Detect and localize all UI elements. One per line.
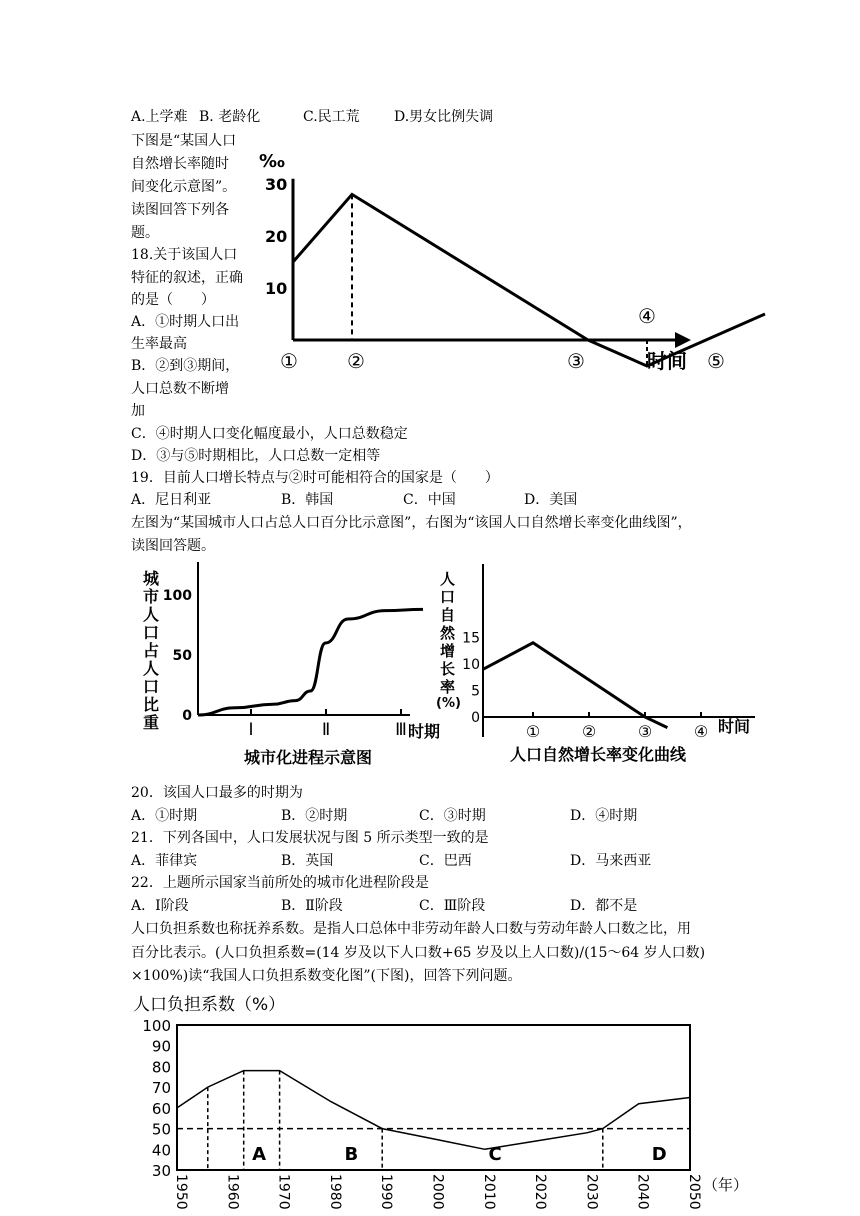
q18-option-d: D．③与⑤时期相比，人口总数一定相等 (131, 448, 381, 464)
y-axis-title-char: 城 (143, 569, 160, 588)
q21-stem: 21．下列各国中，人口发展状况与图 5 所示类型一致的是 (131, 830, 489, 846)
intro1-line: 间变化示意图”。 (131, 179, 237, 195)
x-axis-title: 时间 (647, 349, 687, 373)
y-axis-title-char: 口 (143, 623, 160, 642)
q22-option-a: A．Ⅰ阶段 (131, 898, 189, 914)
y-axis-title-char: 人 (143, 659, 160, 678)
x-tick-label: ① (525, 722, 541, 741)
q17-option-c: C.民工荒 (303, 109, 360, 125)
y-tick-label: 0 (471, 710, 480, 726)
q17-option-b: B. 老龄化 (199, 109, 261, 125)
q21-option-a: A．菲律宾 (131, 853, 198, 869)
natural-growth-chart (430, 560, 760, 770)
x-tick-label: 1990 (378, 1174, 395, 1210)
q19-option-b: B．韩国 (281, 492, 334, 508)
period-label: ① (280, 349, 298, 373)
q18-stem: 的是（ ） (131, 292, 215, 308)
y-tick-label: 80 (151, 1058, 171, 1077)
q19-option-d: D．美国 (524, 492, 578, 508)
q19-stem: 19．目前人口增长特点与②时可能相符合的国家是（ ） (131, 470, 499, 486)
q22-option-b: B．Ⅱ阶段 (281, 898, 343, 914)
x-tick-label: 1970 (275, 1174, 292, 1210)
x-tick-label: 2020 (532, 1174, 549, 1210)
y-tick-label: 100 (142, 1017, 171, 1035)
y-axis-title-char: 市 (143, 587, 160, 606)
chart-title: 人口负担系数（%） (133, 995, 286, 1015)
x-tick-label: 2030 (583, 1174, 600, 1210)
q17-option-d: D.男女比例失调 (394, 109, 494, 125)
x-tick-label: 2050 (686, 1174, 702, 1210)
x-tick-label: 2040 (634, 1174, 651, 1210)
x-tick-label: 1980 (326, 1174, 343, 1210)
y-axis-title-char: 增 (440, 642, 456, 660)
region-label: B (344, 1144, 359, 1165)
x-tick-label: ② (581, 722, 597, 741)
q18-stem: 特征的叙述，正确 (131, 270, 243, 286)
q20-option-c: C．③时期 (419, 808, 486, 824)
dependency-ratio-chart (115, 990, 765, 1210)
q20-stem: 20．该国人口最多的时期为 (131, 785, 303, 801)
q21-option-b: B．英国 (281, 853, 334, 869)
intro3-line: 人口负担系数也称抚养系数。是指人口总体中非劳动年龄人口数与劳动年龄人口数之比，用 (131, 921, 691, 937)
growth-rate-chart (255, 150, 725, 380)
q20-option-a: A．①时期 (131, 808, 198, 824)
x-tick-label: ③ (637, 722, 653, 741)
x-axis-title: 时期 (408, 722, 441, 741)
y-axis-title-char: 口 (143, 677, 160, 696)
q19-option-a: A．尼日利亚 (131, 492, 212, 508)
q19-option-c: C．中国 (403, 492, 456, 508)
y-axis-title-char: 率 (440, 678, 456, 696)
growth-curve (483, 643, 667, 728)
intro3-line: 百分比表示。(人口负担系数=(14 岁及以下人口数+65 岁及以上人口数)/(15～64 岁人口数) (131, 945, 706, 961)
dependency-line (177, 1071, 690, 1150)
y-tick-label: 50 (172, 648, 192, 664)
intro1-line: 读图回答下列各 (131, 202, 229, 218)
chart-title: 城市化进程示意图 (243, 748, 373, 767)
intro2-line: 读图回答题。 (131, 538, 215, 554)
x-tick-label: 1950 (173, 1174, 189, 1210)
q22-option-d: D．都不是 (570, 898, 638, 914)
period-label: ③ (567, 349, 585, 373)
period-label: ⑤ (707, 349, 725, 373)
y-axis-title-char: 人 (440, 570, 456, 588)
intro1-line: 下图是“某国人口 (131, 133, 237, 149)
y-tick-label: 40 (151, 1141, 171, 1160)
x-tick-label: Ⅰ (248, 720, 254, 740)
urbanization-chart (135, 560, 445, 770)
region-label: A (252, 1144, 267, 1165)
y-tick-label: 50 (151, 1120, 171, 1139)
x-tick-label: Ⅱ (321, 720, 331, 740)
q18-stem: 18.关于该国人口 (131, 247, 238, 263)
y-axis-unit: (%) (436, 696, 461, 711)
q18-option-b: 人口总数不断增 (131, 381, 229, 397)
x-axis-arrow (675, 332, 691, 348)
y-tick-label: 30 (265, 175, 288, 194)
y-tick-label: 30 (151, 1162, 171, 1180)
y-axis-title-char: 人 (143, 605, 160, 624)
q21-option-c: C．巴西 (419, 853, 472, 869)
q18-option-c: C．④时期人口变化幅度最小，人口总数稳定 (131, 426, 408, 442)
y-tick-label: 60 (151, 1099, 171, 1118)
q22-option-c: C．Ⅲ阶段 (419, 898, 486, 914)
y-tick-label: 100 (162, 588, 192, 604)
region-label: C (488, 1144, 502, 1165)
y-tick-label: 10 (265, 279, 288, 298)
q18-option-b: B．②到③期间， (131, 358, 240, 374)
x-tick-label: Ⅲ (395, 720, 407, 740)
urbanization-curve (198, 609, 423, 715)
q17-option-a: A.上学难 (131, 109, 188, 125)
y-tick-label: 70 (151, 1079, 171, 1098)
y-tick-label: 10 (462, 657, 480, 673)
period-label: ④ (638, 304, 656, 328)
q22-stem: 22．上题所示国家当前所处的城市化进程阶段是 (131, 875, 429, 891)
q20-option-d: D．④时期 (570, 808, 638, 824)
intro1-line: 自然增长率随时 (131, 156, 229, 172)
x-tick-label: 1960 (224, 1174, 241, 1210)
intro2-line: 左图为“某国城市人口占总人口百分比示意图”，右图为“该国人口自然增长率变化曲线图”， (131, 515, 692, 531)
q18-option-b: 加 (131, 403, 145, 419)
x-axis-title: 时间 (718, 717, 751, 736)
y-axis-unit: ‰ (259, 151, 285, 172)
q18-option-a: A．①时期人口出 (131, 314, 240, 330)
y-axis-title-char: 长 (440, 660, 456, 678)
x-tick-label: ④ (693, 722, 709, 741)
y-tick-label: 0 (182, 708, 192, 724)
y-axis-title-char: 占 (143, 641, 160, 660)
y-axis-title-char: 比 (143, 695, 160, 714)
q20-option-b: B．②时期 (281, 808, 348, 824)
y-tick-label: 5 (471, 683, 480, 700)
period-label: ② (347, 349, 365, 373)
q21-option-d: D．马来西亚 (570, 853, 652, 869)
region-label: D (651, 1144, 667, 1165)
y-axis-title-char: 自 (440, 606, 456, 624)
y-tick-label: 90 (151, 1037, 171, 1056)
y-axis-title-char: 口 (440, 588, 456, 606)
q18-option-a: 生率最高 (131, 336, 187, 352)
x-axis-title: （年） (703, 1176, 749, 1194)
chart-title: 人口自然增长率变化曲线 (509, 745, 687, 764)
intro3-line: ×100%)读“我国人口负担系数变化图”(下图)，回答下列问题。 (131, 968, 522, 984)
x-tick-label: 2010 (480, 1174, 497, 1210)
y-axis-title-char: 重 (143, 713, 160, 732)
y-tick-label: 15 (462, 630, 480, 647)
x-tick-label: 2000 (429, 1174, 446, 1210)
intro1-line: 题。 (131, 225, 159, 241)
y-tick-label: 20 (265, 227, 288, 246)
y-axis-title-char: 然 (440, 624, 456, 642)
